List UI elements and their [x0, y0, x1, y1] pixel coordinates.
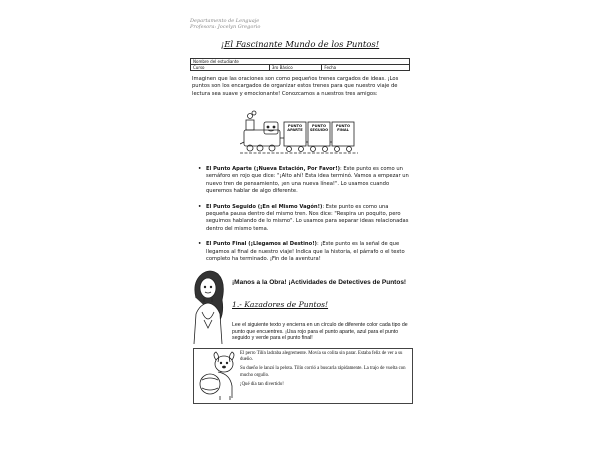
story-paragraph-3: ¡Qué día tan divertido!	[240, 381, 284, 387]
train-car-aparte: PUNTO APARTE	[287, 124, 303, 133]
bullet-punto-seguido	[198, 204, 412, 234]
date-cell[interactable]: Fecha	[322, 65, 410, 71]
course-label-cell: Curso	[191, 65, 270, 71]
activity-instructions: Lee el siguiente texto y encierra en un círculo de diferente color cada tipo de punto que encuentres. ¡Usa rojo para el punto aparte, azul para el punto seguido y verde para el punto final!	[232, 322, 408, 342]
page-title: ¡El Fascinante Mundo de los Puntos!	[220, 40, 380, 50]
course-value-cell: 3ro Básico	[269, 65, 322, 71]
bullet-dot-icon: •	[198, 203, 202, 210]
bullet-text: : Este punto es como un semáforo en rojo que dice: "¡Alto ahí! Esta idea terminó. Vamos a empezar un nuevo tren de pensamiento, ¡en una nueva línea!". Lo usamos cuando queremos hablar de algo diferente.	[206, 166, 409, 195]
activity-subtitle: 1.- Kazadores de Puntos!	[232, 300, 329, 309]
bullet-heading: El Punto Aparte (¡Nueva Estación, Por Favor!)	[206, 166, 340, 172]
bullet-text: : Este punto es como una pequeña pausa dentro del mismo tren. Nos dice: "Respira un poquito, pero seguimos hablando de lo mismo". Lo usamos para separar ideas relacionadas dentro del mismo tema.	[206, 203, 409, 232]
story-paragraph-2: Su dueño le lanzó la pelota. Tilín corrió a buscarla rápidamente. La trajo de vuelta con mucho orgullo.	[240, 366, 406, 378]
bullet-heading: El Punto Seguido (¡En el Mismo Vagón!)	[206, 203, 323, 210]
train-illustration	[240, 108, 360, 158]
document-header	[190, 18, 260, 30]
department-line: Departamento de Lenguaje	[190, 18, 260, 24]
student-info-table	[190, 58, 410, 71]
bullet-dot-icon: •	[198, 166, 202, 172]
teacher-line: Profesora: Jocelyn Gregorio	[190, 24, 261, 30]
bullet-heading: El Punto Final (¡Llegamos al Destino!)	[206, 241, 317, 248]
intro-paragraph: Imaginen que las oraciones son como pequeños trenes cargados de ideas. ¡Los puntos son los encargados de organizar estos trenes para que nuestro viaje de lectura sea suave y emocionante! Conozcamos a nuestros tres amigos:	[192, 76, 399, 97]
bullet-punto-final	[198, 241, 412, 263]
dog-with-ball-illustration	[196, 350, 238, 402]
student-name-cell[interactable]: Nombre del estudiante	[191, 59, 410, 65]
train-car-seguido: PUNTO SEGUIDO	[309, 124, 329, 133]
activity-title: ¡Manos a la Obra! ¡Actividades de Detectives de Puntos!	[232, 279, 407, 286]
punto-definitions	[198, 166, 412, 271]
story-paragraph-1: El perro Tilín ladraba alegremente. Movía su colita sin parar. Estaba feliz de ver a su dueño.	[240, 351, 403, 363]
bullet-punto-aparte	[198, 166, 412, 196]
train-car-final: PUNTO FINAL	[335, 124, 351, 133]
bullet-text: : ¡Este punto es la señal de que llegamos al final de nuestro viaje! Indica que la historia, el párrafo o el texto completo ha terminado. ¡Fin de la aventura!	[206, 241, 405, 263]
story-text	[240, 351, 410, 391]
teacher-illustration	[186, 268, 230, 346]
bullet-dot-icon: •	[198, 241, 202, 248]
